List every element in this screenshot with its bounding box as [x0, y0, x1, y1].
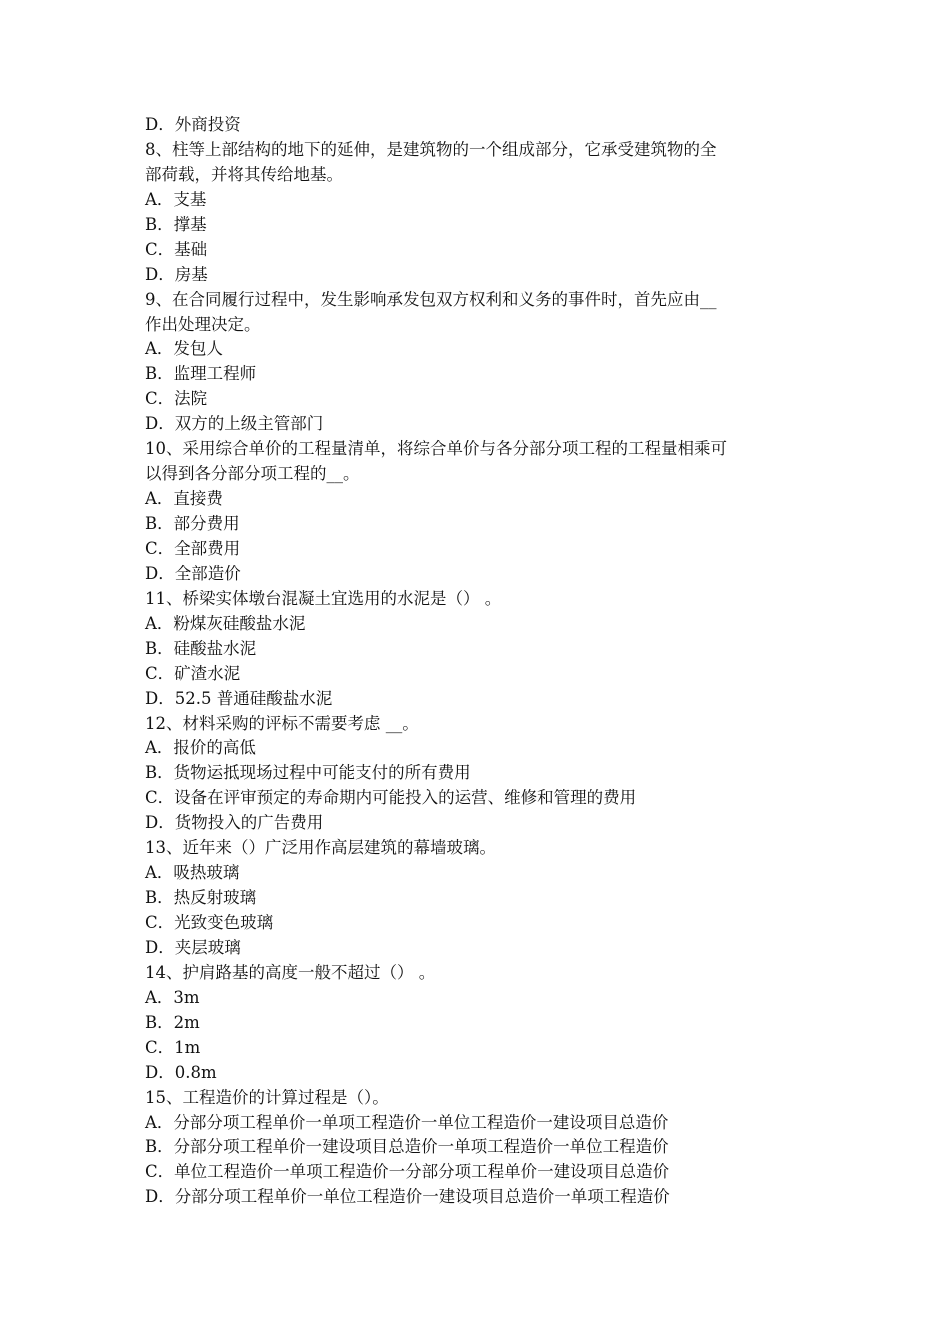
option-line: C．矿渣水泥 [145, 663, 241, 683]
option-line: B．货物运抵现场过程中可能支付的所有费用 [145, 763, 471, 783]
option-line: B．热反射玻璃 [145, 888, 257, 908]
option-line: A．报价的高低 [145, 738, 256, 758]
option-line: C．单位工程造价一单项工程造价一分部分项工程单价一建设项目总造价 [145, 1162, 670, 1182]
option-line: C．1m [145, 1037, 201, 1057]
question-line: 12、材料采购的评标不需要考虑 __。 [145, 713, 419, 733]
option-line: D．0.8m [145, 1062, 217, 1082]
option-line: D．52.5 普通硅酸盐水泥 [145, 688, 333, 708]
option-line: A．直接费 [145, 489, 223, 509]
question-line: 以得到各分部分项工程的__。 [145, 464, 360, 484]
option-line: A．粉煤灰硅酸盐水泥 [145, 613, 306, 633]
question-line: 11、桥梁实体墩台混凝土宜选用的水泥是（） 。 [145, 588, 502, 608]
question-line: 14、护肩路基的高度一般不超过（） 。 [145, 962, 436, 982]
option-line: A．分部分项工程单价一单项工程造价一单位工程造价一建设项目总造价 [145, 1112, 669, 1132]
option-line: B．分部分项工程单价一建设项目总造价一单项工程造价一单位工程造价 [145, 1137, 669, 1157]
option-line: D．外商投资 [145, 115, 241, 134]
option-line: A．3m [145, 987, 200, 1007]
question-line: 13、近年来（）广泛用作高层建筑的幕墙玻璃。 [145, 838, 496, 858]
option-line: D．双方的上级主管部门 [145, 414, 324, 434]
option-line: A．吸热玻璃 [145, 863, 240, 883]
option-line: C．法院 [145, 389, 208, 409]
option-line: A．支基 [145, 189, 207, 209]
option-line: B．硅酸盐水泥 [145, 638, 257, 658]
option-line: C．基础 [145, 239, 208, 259]
option-line: D．夹层玻璃 [145, 937, 241, 957]
option-line: D．房基 [145, 264, 208, 284]
option-line: B．监理工程师 [145, 364, 257, 384]
option-line: B．2m [145, 1012, 200, 1032]
question-line: 10、采用综合单价的工程量清单，将综合单价与各分部分项工程的工程量相乘可 [145, 439, 727, 459]
question-line: 部荷载，并将其传给地基。 [145, 164, 343, 184]
option-line: D．分部分项工程单价一单位工程造价一建设项目总造价一单项工程造价 [145, 1187, 670, 1207]
question-line: 8、柱等上部结构的地下的延伸，是建筑物的一个组成部分，它承受建筑物的全 [145, 139, 717, 159]
option-line: B．部分费用 [145, 514, 240, 533]
option-line: B．撑基 [145, 214, 207, 234]
option-line: C．光致变色玻璃 [145, 913, 274, 932]
question-line: 9、在合同履行过程中，发生影响承发包双方权利和义务的事件时，首先应由__ [145, 289, 717, 309]
option-line: C．设备在评审预定的寿命期内可能投入的运营、维修和管理的费用 [145, 788, 637, 808]
question-line: 15、工程造价的计算过程是（）。 [145, 1087, 389, 1107]
option-line: D．货物投入的广告费用 [145, 813, 324, 833]
option-line: D．全部造价 [145, 563, 241, 583]
document-body [145, 113, 810, 1210]
option-line: C．全部费用 [145, 538, 241, 558]
option-line: A．发包人 [145, 339, 223, 359]
question-line: 作出处理决定。 [145, 314, 261, 334]
